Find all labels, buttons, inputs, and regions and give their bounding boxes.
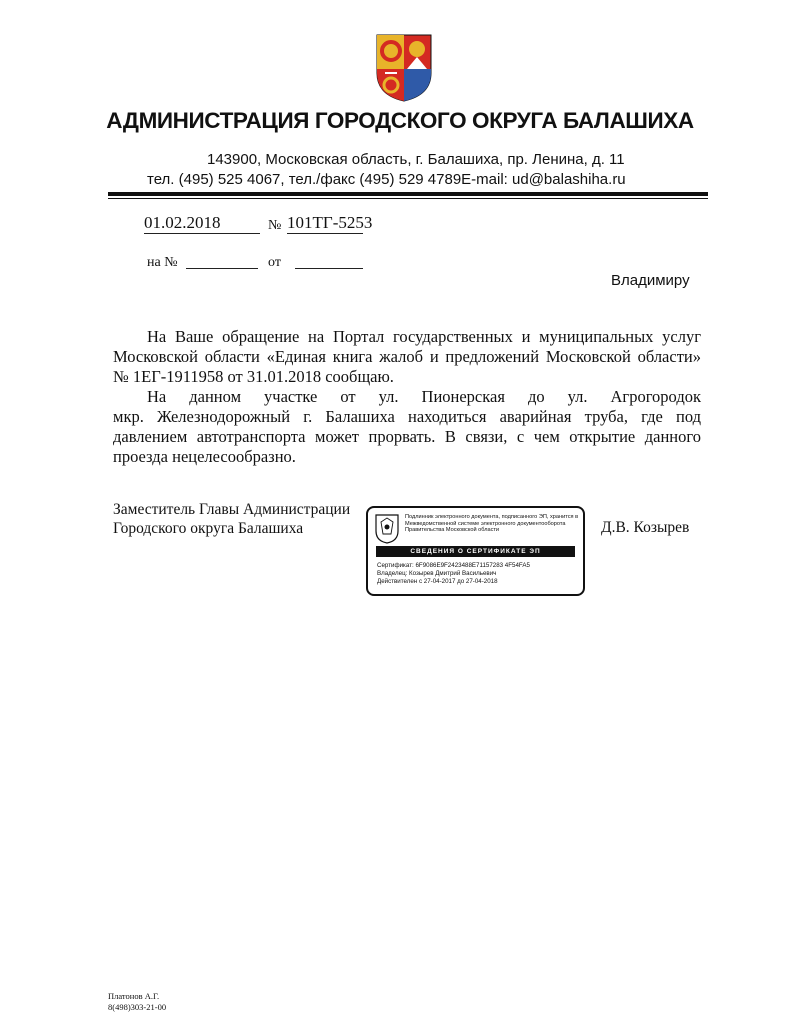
stamp-certificate: Сертификат: 6F9086E9F2423488E71157283 4F54FA5	[377, 562, 530, 569]
signer-name: Д.В. Козырев	[601, 519, 690, 536]
body-paragraph-1	[113, 327, 701, 387]
number-sign: №	[268, 218, 282, 233]
moscow-region-crest-icon	[375, 514, 399, 544]
signer-position-line: Городского округа Балашиха	[113, 520, 304, 537]
paragraph-line: На Ваше обращение на Портал государственных и муниципальных услуг	[147, 327, 701, 346]
letterhead-rule-thick	[108, 192, 708, 196]
paragraph-line: № 1ЕГ-1911958 от 31.01.2018 сообщаю.	[113, 367, 394, 386]
reply-to-blank	[186, 268, 258, 269]
paragraph-line: мкр. Железнодорожный г. Балашиха находиться аварийная труба, где под	[113, 407, 701, 426]
reply-from-blank	[295, 268, 363, 269]
stamp-note: Подлинник электронного документа, подписанного ЭП, хранится в Межведомственной системе электронного документооборота Правительства Московской области	[405, 514, 579, 534]
registration-number: 101ТГ-5253	[287, 213, 373, 232]
organization-address: 143900, Московская область, г. Балашиха, пр. Ленина, д. 11	[207, 151, 625, 168]
paragraph-line: давлением автотранспорта может прорвать. В связи, с чем открытие данного	[113, 427, 701, 446]
letterhead-rule-thin	[108, 198, 708, 199]
recipient-name: Владимиру	[611, 272, 690, 289]
stamp-validity: Действителен с 27-04-2017 до 27-04-2018	[377, 578, 498, 585]
stamp-owner: Владелец: Козырев Дмитрий Васильевич	[377, 570, 497, 577]
organization-contacts: тел. (495) 525 4067, тел./факс (495) 529 4789E-mail: ud@balashiha.ru	[147, 171, 626, 188]
body-paragraph-2	[113, 387, 701, 467]
signer-position-line: Заместитель Главы Администрации	[113, 501, 351, 518]
paragraph-line: проезда нецелесообразно.	[113, 447, 296, 466]
registration-date: 01.02.2018	[144, 213, 260, 234]
reply-from-label: от	[268, 255, 281, 270]
organization-title: АДМИНИСТРАЦИЯ ГОРОДСКОГО ОКРУГА БАЛАШИХА	[106, 108, 694, 133]
executor-name: Платонов А.Г.	[108, 991, 160, 1001]
executor-info	[108, 991, 166, 1013]
paragraph-line: На данном участке от ул. Пионерская до ул. Агрогородок	[147, 387, 701, 406]
executor-phone: 8(498)303-21-00	[108, 1002, 167, 1012]
signer-position	[113, 500, 350, 538]
e-signature-stamp	[366, 506, 585, 596]
reply-to-label: на №	[147, 255, 178, 270]
coat-of-arms-emblem	[375, 33, 433, 103]
stamp-header: СВЕДЕНИЯ О СЕРТИФИКАТЕ ЭП	[376, 546, 575, 557]
paragraph-line: Московской области «Единая книга жалоб и предложений Московской области»	[113, 347, 701, 366]
